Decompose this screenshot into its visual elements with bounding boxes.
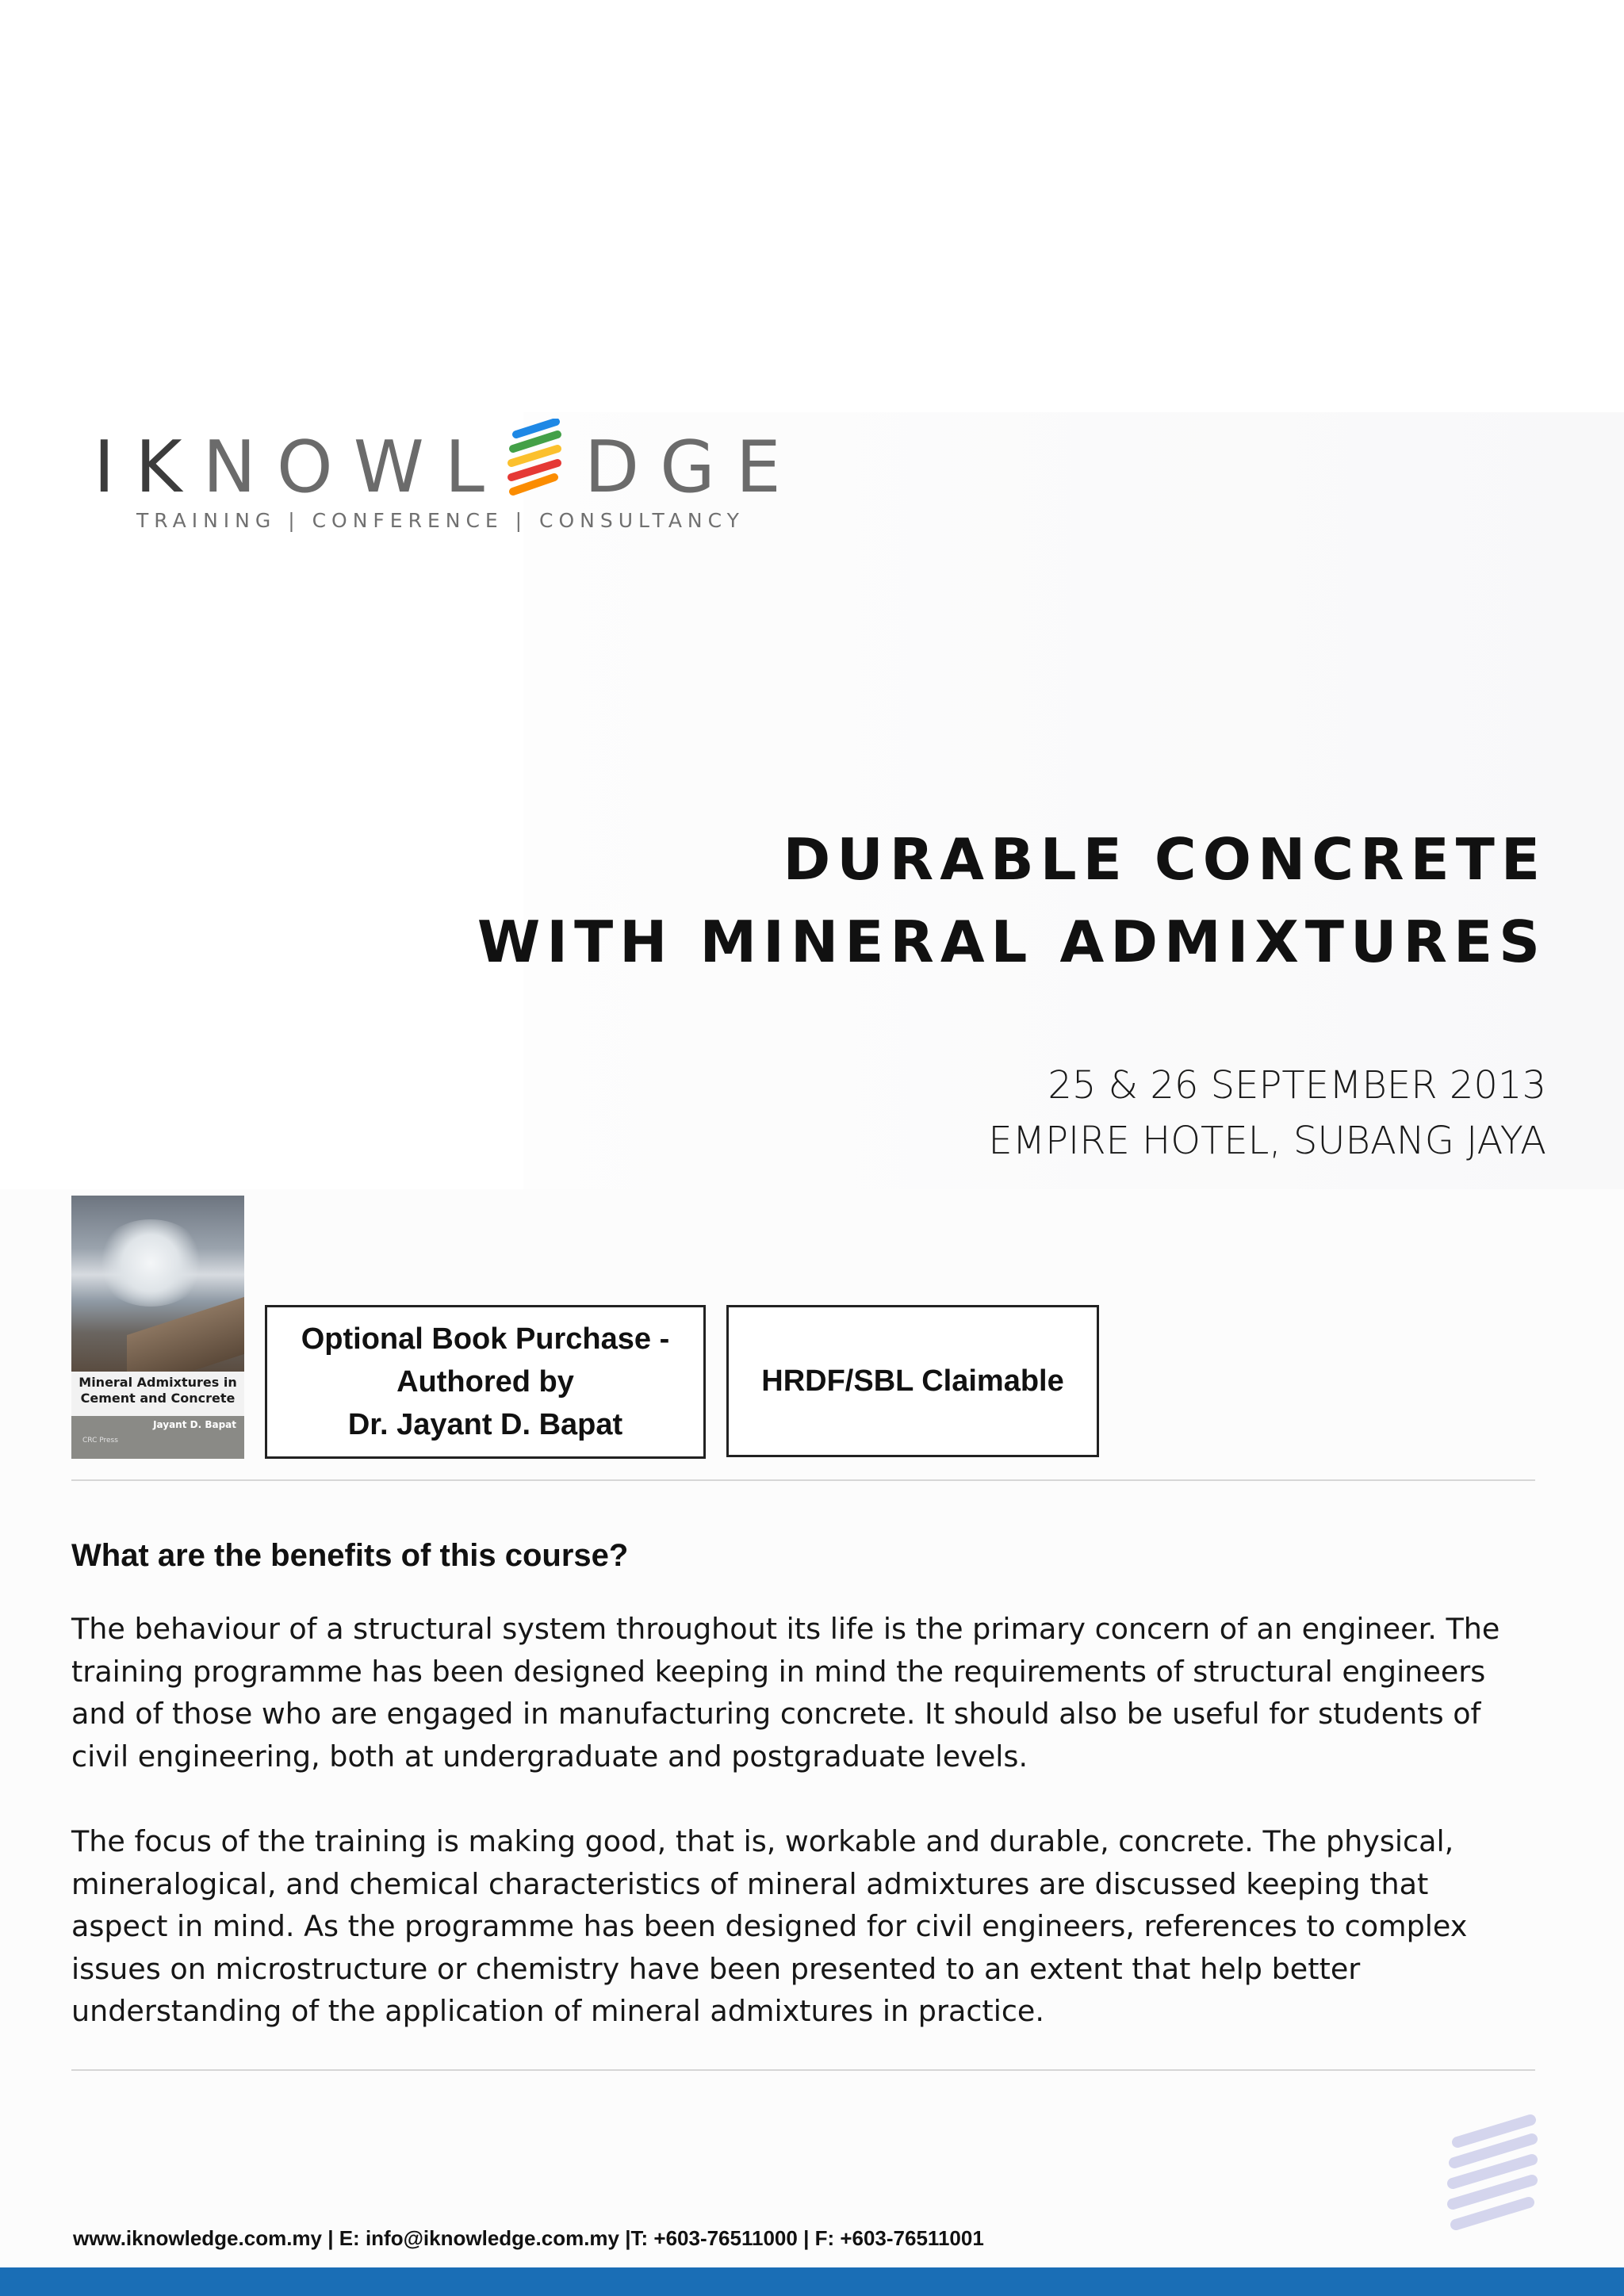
footer-contact: www.iknowledge.com.my | E: info@iknowledge.com.my |T: +603-76511000 | F: +603-76511001: [73, 2226, 984, 2250]
logo-letters-nowl: NOWL: [202, 426, 505, 509]
book-purchase-line2: Authored by: [396, 1365, 574, 1399]
footer-bar: [0, 2267, 1624, 2296]
wave-spray: [95, 1219, 206, 1307]
benefits-paragraph-1: [71, 1608, 1546, 1777]
p1-line: training programme has been designed keeping in mind the requirements of structural engineers: [71, 1654, 1486, 1689]
p2-line: understanding of the application of mineral admixtures in practice.: [71, 1994, 1044, 2028]
event-details: [595, 1058, 1546, 1169]
hrdf-claimable-box: [726, 1305, 1099, 1457]
logo-letters-ik: IK: [94, 426, 203, 509]
p1-line: and of those who are engaged in manufacturing concrete. It should also be useful for students of: [71, 1697, 1481, 1731]
event-date: 25 & 26 SEPTEMBER 2013: [1048, 1063, 1546, 1108]
hrdf-claimable-label: HRDF/SBL Claimable: [761, 1364, 1064, 1398]
book-cover-title: [71, 1375, 244, 1406]
logo-stripes-icon: [505, 419, 564, 496]
p2-line: aspect in mind. As the programme has been designed for civil engineers, references to complex: [71, 1909, 1468, 1943]
book-cover-image: [71, 1196, 244, 1459]
book-cover-publisher: CRC Press: [82, 1437, 118, 1445]
logo-tagline: TRAINING | CONFERENCE | CONSULTANCY: [136, 509, 745, 532]
book-purchase-line1: Optional Book Purchase -: [301, 1322, 670, 1356]
p1-line: The behaviour of a structural system throughout its life is the primary concern of an engineer. The: [71, 1612, 1500, 1646]
p2-line: issues on microstructure or chemistry have been presented to an extent that help better: [71, 1951, 1361, 1986]
book-cover-title-line2: Cement and Concrete: [80, 1391, 236, 1406]
course-title-line2: WITH MINERAL ADMIXTURES: [477, 909, 1546, 975]
p1-line: civil engineering, both at undergraduate and postgraduate levels.: [71, 1739, 1028, 1774]
divider-top: [71, 1479, 1535, 1481]
course-title: [436, 818, 1546, 983]
benefits-heading: What are the benefits of this course?: [71, 1538, 629, 1573]
divider-bottom: [71, 2069, 1535, 2071]
book-cover-author: Jayant D. Bapat: [153, 1419, 236, 1430]
optional-book-purchase-box: [265, 1305, 706, 1459]
course-title-line1: DURABLE CONCRETE: [783, 826, 1546, 893]
iknowledge-logo: [94, 419, 802, 538]
stripes-watermark-icon: [1442, 2114, 1545, 2233]
logo-letters-dge: DGE: [584, 426, 802, 509]
benefits-paragraph-2: [71, 1820, 1546, 2033]
event-venue: EMPIRE HOTEL, SUBANG JAYA: [988, 1119, 1546, 1163]
book-cover-title-line1: Mineral Admixtures in: [79, 1375, 237, 1390]
book-purchase-line3: Dr. Jayant D. Bapat: [347, 1408, 623, 1441]
logo-wordmark: [94, 419, 802, 517]
p2-line: mineralogical, and chemical characteristics of mineral admixtures are discussed keeping that: [71, 1866, 1429, 1901]
p2-line: The focus of the training is making good, that is, workable and durable, concrete. The physical,: [71, 1824, 1454, 1858]
